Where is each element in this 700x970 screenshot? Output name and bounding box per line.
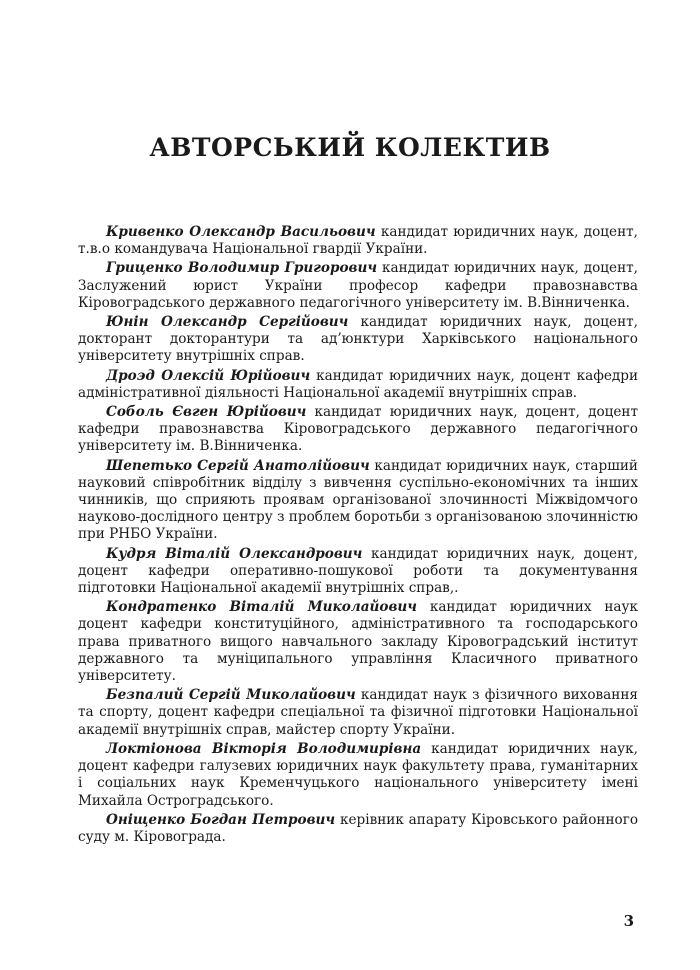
author-description: кандидат юридичних наук, доцент, доцент кафедри оперативно-пошукової роботи та документування підготовки Національної академії внутрішніх справ,. [78,545,638,597]
page-title: АВТОРСЬКИЙ КОЛЕКТИВ [149,133,551,162]
author-entry [78,599,638,685]
author-entry [78,546,638,598]
author-name: Безпалий Сергій Миколайович [106,687,356,704]
author-name: Кудря Віталій Олександрович [106,545,363,562]
author-name: Оніщенко Богдан Петрович [106,811,336,828]
author-entry [78,224,638,258]
author-entry [78,741,638,810]
author-entry [78,458,638,544]
author-description: керівник апарату Кіровського районного суду м. Кіровограда. [78,811,639,845]
author-description: кандидат юридичних наук, доцент, доцент кафедри правознавства Кіровоградського державного педагогічного університету ім. В.Вінниченка. [78,404,639,455]
author-description: кандидат юридичних наук, доцент кафедри адміністративної діяльності Національної академії внутрішніх справ. [78,367,639,401]
author-entry [78,368,638,402]
author-list [78,224,638,848]
author-description: кандидат юридичних наук, старший науковий співробітник відділу з вивчення суспільно-економічних та інших чинників, що сприяють проявам організованої злочинності Міжвідомчого науково-дослідного центру з проблем боротьби з організованою злочинністю при РНБО України. [78,457,638,543]
author-description: кандидат наук з фізичного виховання та спорту, доцент кафедри спеціальної та фізичної підготовки Національної академії внутрішніх справ, майстер спорту України. [78,687,638,738]
author-description: кандидат юридичних наук, доцент, Заслужений юрист України професор кафедри правознавства Кіровоградського державного педагогічного університету ім. В.Вінниченка. [78,260,638,311]
author-description: кандидат юридичних наук, доцент кафедри галузевих юридичних наук факультету права, гуманітарних і соціальних наук Кременчуцького національного університету імені Михайла Остроградського. [78,740,638,809]
author-entry [78,314,638,366]
author-name: Дроэд Олексій Юрійович [106,367,311,384]
author-description: кандидат юридичних наук, доцент, докторант докторантури та ад’юнктури Харківського національного університету внутрішніх справ. [78,314,638,365]
author-entry [78,404,638,456]
author-entry [78,687,638,739]
author-name: Гриценко Володимир Григорович [106,260,378,277]
page-number: 3 [623,912,634,930]
author-description: кандидат юридичних наук, доцент, т.в.о командувача Національної гвардії України. [78,224,638,258]
author-name: Кривенко Олександр Васильович [106,224,376,240]
author-name: Кондратенко Віталій Миколайович [106,599,418,616]
author-entry [78,812,638,846]
author-entry [78,260,638,312]
author-name: Локтіонова Вікторія Володимирівна [106,740,422,757]
author-name: Соболь Євген Юрійович [106,404,307,421]
author-description: кандидат юридичних наук доцент кафедри конституційного, адміністративного та господарського права приватного вищого навчального закладу Кіровоградський інститут державного та муніципального управління Класичного приватного університету. [78,599,638,685]
author-name: Юнін Олександр Сергійович [106,314,349,331]
author-name: Шепетько Сергій Анатолійович [106,457,370,474]
